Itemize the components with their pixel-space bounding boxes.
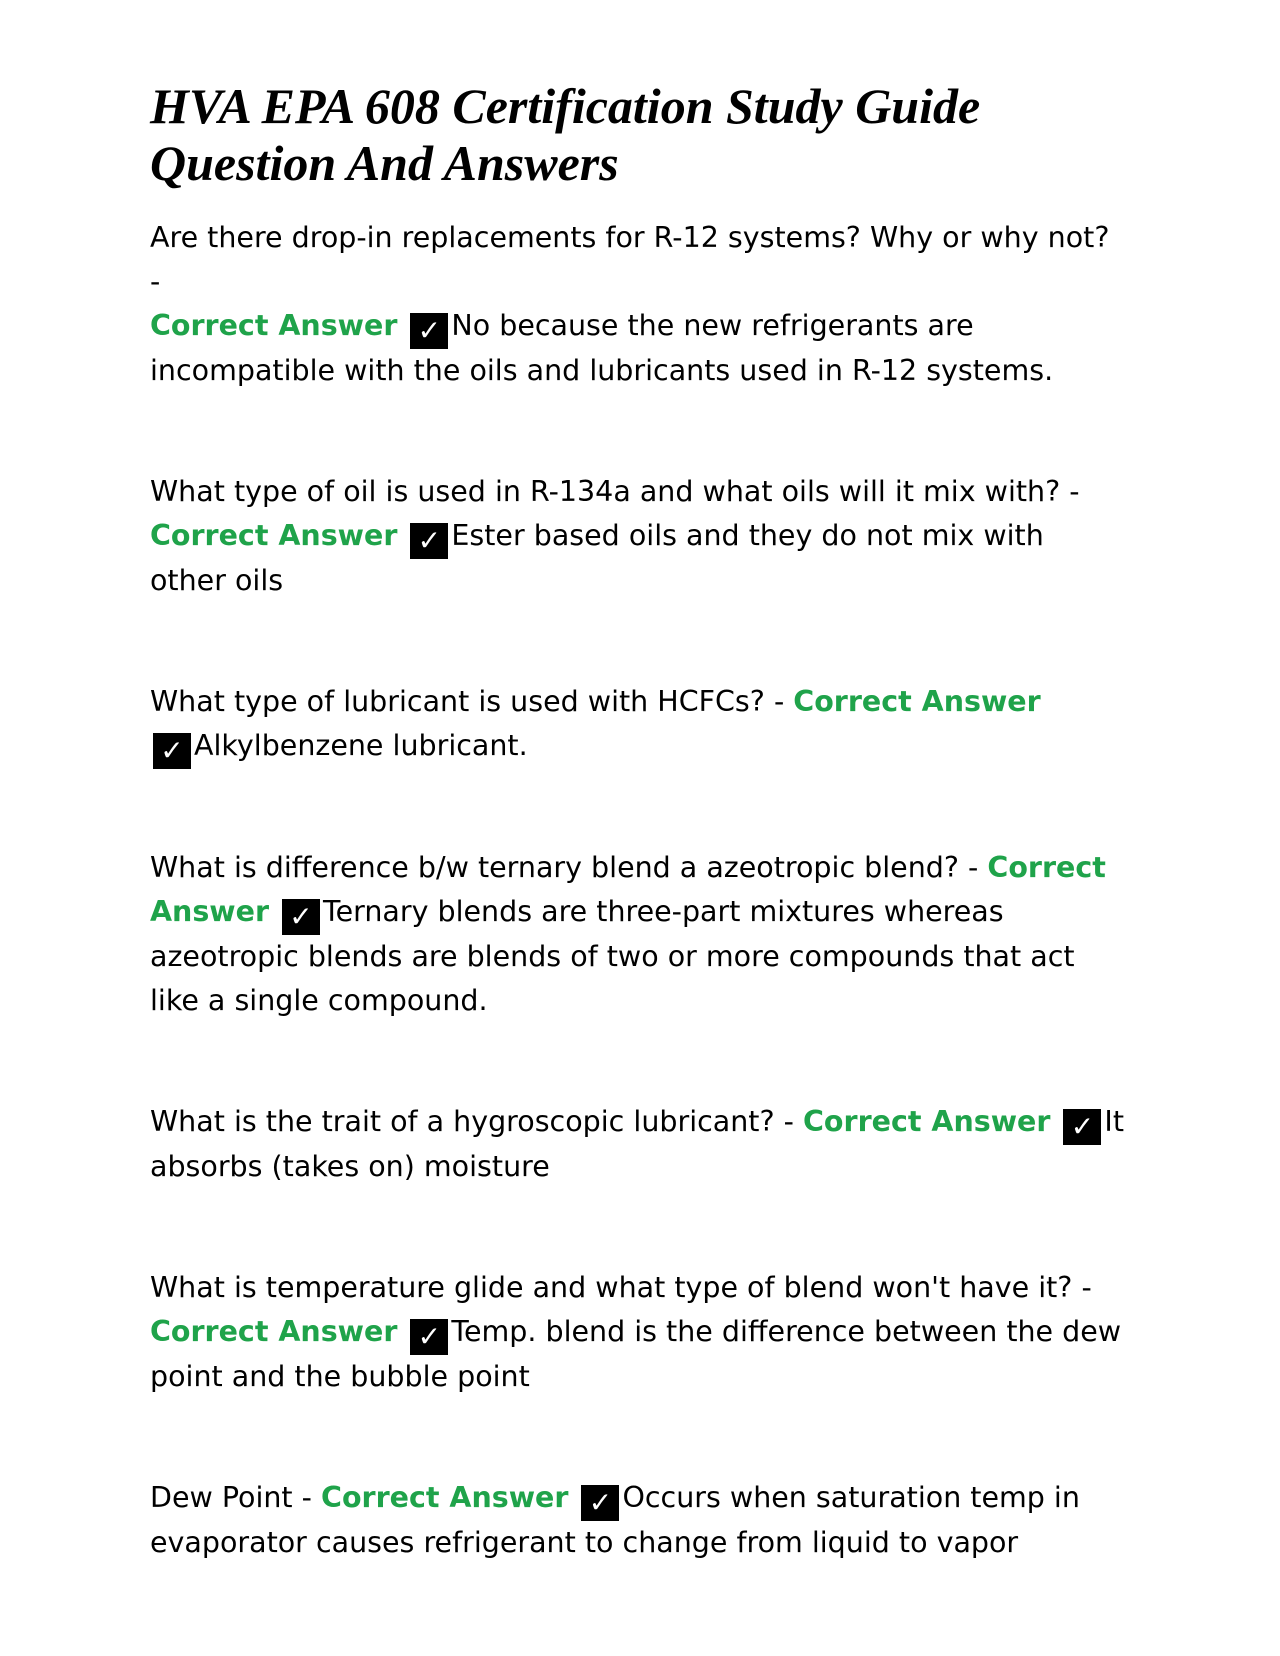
correct-answer-label: Correct Answer	[150, 851, 1106, 928]
qa-item	[150, 1266, 1125, 1399]
question-text: What is the trait of a hygroscopic lubricant? -	[150, 1105, 794, 1138]
answer-text: It absorbs (takes on) moisture	[150, 1105, 1125, 1183]
qa-item	[150, 680, 1125, 769]
question-text: What is temperature glide and what type of blend won't have it? -	[150, 1271, 1092, 1304]
qa-item	[150, 1100, 1125, 1189]
qa-item	[150, 470, 1125, 603]
check-mark-box-icon: ✓	[410, 313, 448, 349]
question-text: Dew Point -	[150, 1481, 312, 1514]
answer-text: Occurs when saturation temp in evaporator causes refrigerant to change from liquid to vapor	[150, 1481, 1080, 1559]
question-text: What type of oil is used in R-134a and what oils will it mix with? -	[150, 475, 1080, 508]
correct-answer-label: Correct Answer	[150, 519, 398, 552]
answer-text: Ternary blends are three-part mixtures whereas azeotropic blends are blends of two or more compounds that act like a single compound.	[150, 895, 1075, 1017]
correct-answer-label: Correct Answer	[150, 309, 398, 342]
check-mark-box-icon: ✓	[1063, 1109, 1101, 1145]
answer-text: Alkylbenzene lubricant.	[194, 729, 528, 762]
check-mark-box-icon: ✓	[410, 523, 448, 559]
qa-item	[150, 846, 1125, 1023]
correct-answer-label: Correct Answer	[150, 1315, 398, 1348]
answer-text: No because the new refrigerants are incompatible with the oils and lubricants used in R-12 systems.	[150, 309, 1054, 387]
check-mark-box-icon: ✓	[153, 733, 191, 769]
qa-item	[150, 216, 1125, 393]
check-mark-box-icon: ✓	[410, 1319, 448, 1355]
question-text: What type of lubricant is used with HCFCs? -	[150, 685, 785, 718]
answer-text: Temp. blend is the difference between the dew point and the bubble point	[150, 1315, 1122, 1393]
check-mark-box-icon: ✓	[581, 1485, 619, 1521]
correct-answer-label: Correct Answer	[793, 685, 1041, 718]
correct-answer-label: Correct Answer	[321, 1481, 569, 1514]
qa-item	[150, 1476, 1125, 1565]
answer-text: Ester based oils and they do not mix with other oils	[150, 519, 1044, 597]
question-text: Are there drop-in replacements for R-12 systems? Why or why not? -	[150, 221, 1110, 298]
correct-answer-label: Correct Answer	[803, 1105, 1051, 1138]
document-title: HVA EPA 608 Certification Study Guide Question And Answers	[150, 78, 981, 191]
question-text: What is difference b/w ternary blend a azeotropic blend? -	[150, 851, 979, 884]
check-mark-box-icon: ✓	[282, 899, 320, 935]
qa-list	[150, 216, 1125, 1642]
